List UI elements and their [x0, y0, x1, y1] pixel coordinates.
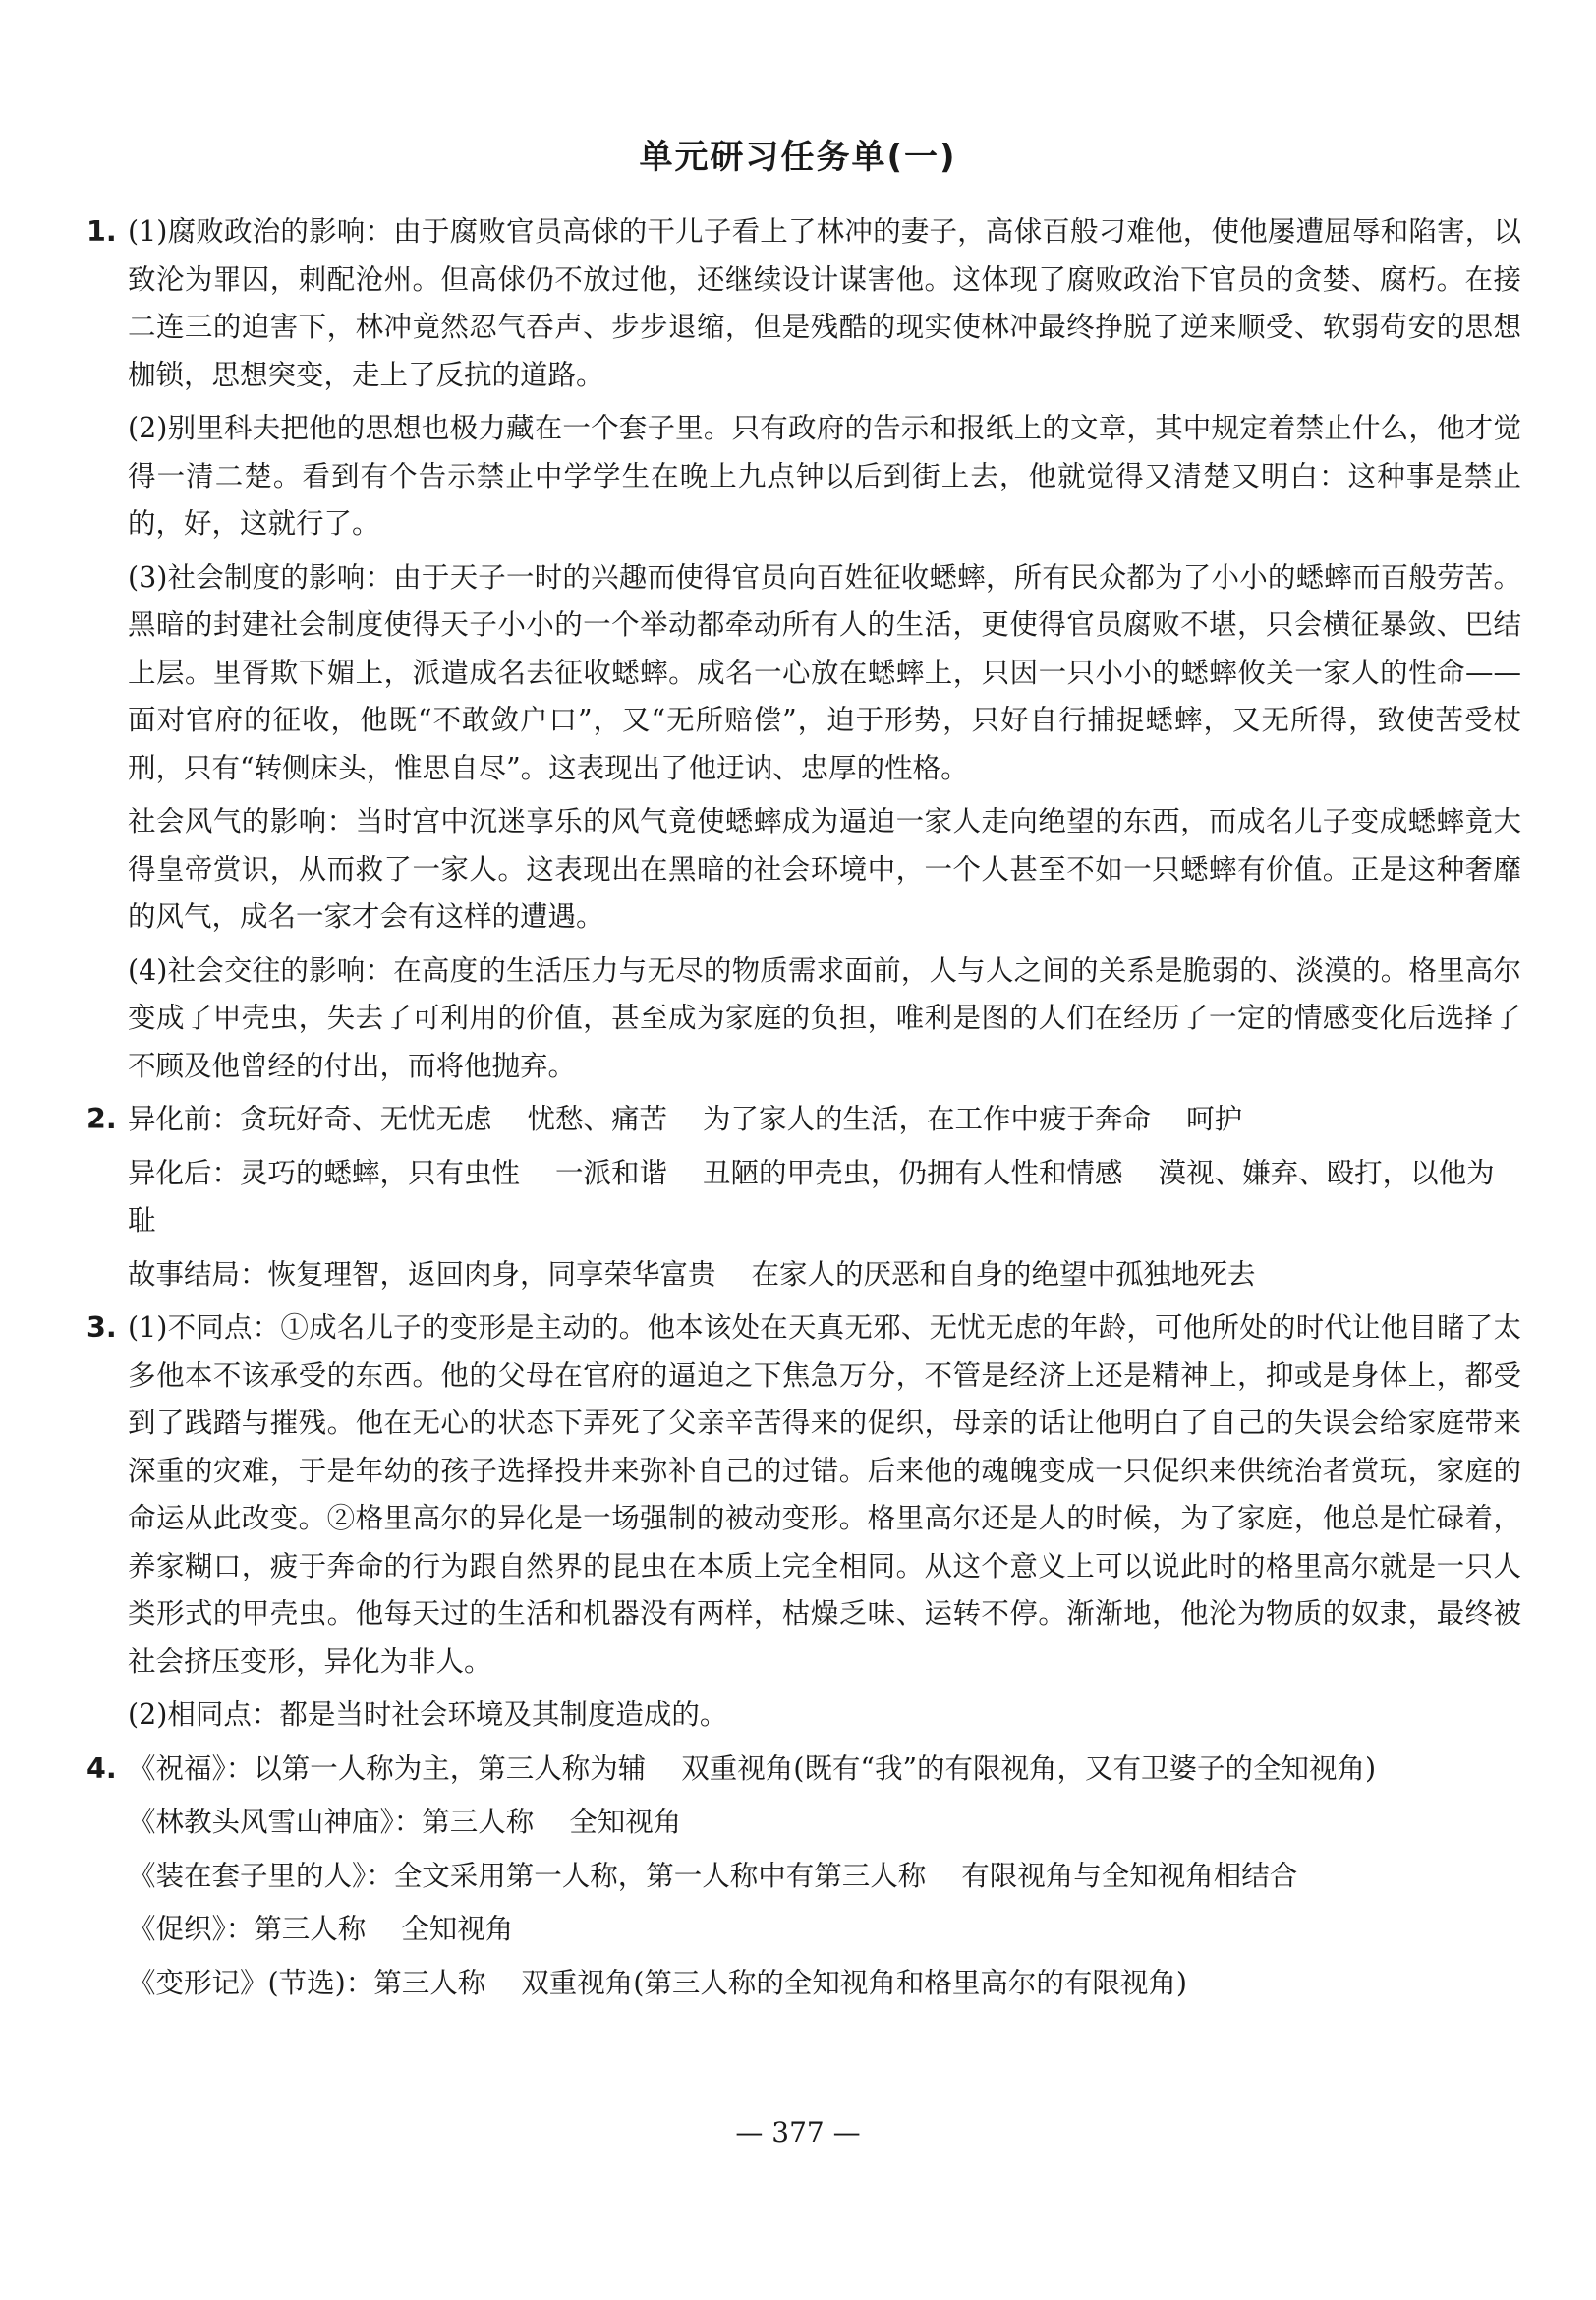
cell: 贪玩好奇、无忧无虑: [240, 1103, 492, 1135]
item-number: 1.: [86, 215, 117, 248]
row-label: 故事结局：: [128, 1257, 268, 1291]
work-title: 《林教头风雪山神庙》：: [128, 1806, 423, 1838]
cell: 呵护: [1186, 1103, 1243, 1135]
cell: 灵巧的蟋蟀，只有虫性: [240, 1156, 521, 1189]
work-title: 《装在套子里的人》：: [128, 1859, 394, 1892]
answer-paragraph: (1)腐败政治的影响：由于腐败官员高俅的干儿子看上了林冲的妻子，高俅百般刁难他，使他屡遭屈辱和陷害，以致沦为罪囚，刺配沧州。但高俅仍不放过他，还继续设计谋害他。这体现了腐败政治下官员的贪婪、腐朽。在接二连三的迫害下，林冲竟然忍气吞声、步步退缩，但是残酷的现实使林冲最终挣脱了逆来顺受、软弱苟安的思想枷锁，思想突变，走上了反抗的道路。: [128, 215, 1521, 391]
answer-paragraph: 社会风气的影响：当时宫中沉迷享乐的风气竟使蟋蟀成为逼迫一家人走向绝望的东西，而成名儿子变成蟋蟀竟大得皇帝赏识，从而救了一家人。这表现出在黑暗的社会环境中，一个人甚至不如一只蟋蟀有价值。正是这种奢靡的风气，成名一家才会有这样的遭遇。: [128, 805, 1521, 933]
cell: 全文采用第一人称，第一人称中有第三人称: [393, 1859, 927, 1892]
answer-item-3: [86, 1304, 1521, 1740]
cell: 第三人称: [422, 1806, 535, 1838]
cell: 有限视角与全知视角相结合: [961, 1859, 1298, 1892]
cell: 恢复理智，返回肉身，同享荣华富贵: [267, 1257, 716, 1291]
work-title: 《促织》：: [128, 1913, 255, 1945]
item-number: 4.: [86, 1752, 117, 1785]
answer-item-2: [86, 1096, 1521, 1298]
cell: 全知视角: [401, 1913, 514, 1945]
answer-paragraph: (2)别里科夫把他的思想也极力藏在一个套子里。只有政府的告示和报纸上的文章，其中规定着禁止什么，他才觉得一清二楚。看到有个告示禁止中学学生在晚上九点钟以后到街上去，他就觉得又清楚又明白：这种事是禁止的，好，这就行了。: [128, 412, 1521, 540]
cell: 全知视角: [569, 1806, 682, 1838]
answer-paragraph: (4)社会交往的影响：在高度的生活压力与无尽的物质需求面前，人与人之间的关系是脆弱的、淡漠的。格里高尔变成了甲壳虫，失去了可利用的价值，甚至成为家庭的负担，唯利是图的人们在经历了一定的情感变化后选择了不顾及他曾经的付出，而将他抛弃。: [128, 953, 1521, 1082]
cell: 第三人称: [373, 1966, 486, 1999]
cell: 双重视角(既有“我”的有限视角，又有卫婆子的全知视角): [681, 1752, 1377, 1785]
work-title: 《祝福》：: [128, 1752, 255, 1785]
cell: 在家人的厌恶和自身的绝望中孤独地死去: [751, 1257, 1256, 1291]
cell: 第三人称: [254, 1913, 367, 1945]
page-title: 单元研习任务单(一): [639, 138, 957, 177]
after-alienation-row: [128, 1150, 1521, 1245]
row-label: 异化前：: [128, 1103, 241, 1135]
perspective-row: [128, 1853, 1521, 1901]
page-number: — 377 —: [735, 2116, 861, 2149]
before-alienation-row: [128, 1096, 1521, 1144]
row-label: 异化后：: [128, 1156, 241, 1189]
item-number: 2.: [86, 1103, 117, 1135]
cell: 丑陋的甲壳虫，仍拥有人性和情感: [703, 1156, 1123, 1189]
perspective-row: [128, 1799, 1521, 1847]
answer-content: [86, 208, 1521, 2013]
answer-item-4: [86, 1746, 1521, 2008]
cell: 双重视角(第三人称的全知视角和格里高尔的有限视角): [521, 1966, 1188, 1999]
answer-paragraph: (3)社会制度的影响：由于天子一时的兴趣而使得官员向百姓征收蟋蟀，所有民众都为了小小的蟋蟀而百般劳苦。黑暗的封建社会制度使得天子小小的一个举动都牵动所有人的生活，更使得官员腐败不堪，只会横征暴敛、巴结上层。里胥欺下媚上，派遣成名去征收蟋蟀。成名一心放在蟋蟀上，只因一只小小的蟋蟀攸关一家人的性命——面对官府的征收，他既“不敢敛户口”，又“无所赔偿”，迫于形势，只好自行捕捉蟋蟀，又无所得，致使苦受杖刑，只有“转侧床头，惟思自尽”。这表现出了他迂讷、忠厚的性格。: [128, 560, 1521, 784]
cell: 为了家人的生活，在工作中疲于奔命: [703, 1103, 1152, 1135]
ending-row: [128, 1251, 1521, 1299]
perspective-row: [128, 1960, 1521, 2008]
work-title: 《变形记》(节选)：: [128, 1966, 374, 1999]
cell: 漠视、嫌弃、殴打，以他为耻: [128, 1156, 1495, 1236]
cell: 忧愁、痛苦: [527, 1103, 668, 1135]
perspective-row: [128, 1906, 1521, 1954]
perspective-row: [128, 1746, 1521, 1794]
answer-item-1: [86, 208, 1521, 1090]
item-number: 3.: [86, 1311, 117, 1344]
cell: 以第一人称为主，第三人称为辅: [254, 1752, 647, 1785]
cell: 一派和谐: [555, 1156, 668, 1189]
answer-paragraph: (1)不同点：①成名儿子的变形是主动的。他本该处在天真无邪、无忧无虑的年龄，可他所处的时代让他目睹了太多他本不该承受的东西。他的父母在官府的逼迫之下焦急万分，不管是经济上还是精神上，抑或是身体上，都受到了践踏与摧残。他在无心的状态下弄死了父亲辛苦得来的促织，母亲的话让他明白了自己的失误会给家庭带来深重的灾难，于是年幼的孩子选择投井来弥补自己的过错。后来他的魂魄变成一只促织来供统治者赏玩，家庭的命运从此改变。②格里高尔的异化是一场强制的被动变形。格里高尔还是人的时候，为了家庭，他总是忙碌着，养家糊口，疲于奔命的行为跟自然界的昆虫在本质上完全相同。从这个意义上可以说此时的格里高尔就是一只人类形式的甲壳虫。他每天过的生活和机器没有两样，枯燥乏味、运转不停。渐渐地，他沦为物质的奴隶，最终被社会挤压变形，异化为非人。: [128, 1311, 1521, 1678]
answer-paragraph: (2)相同点：都是当时社会环境及其制度造成的。: [128, 1698, 728, 1731]
